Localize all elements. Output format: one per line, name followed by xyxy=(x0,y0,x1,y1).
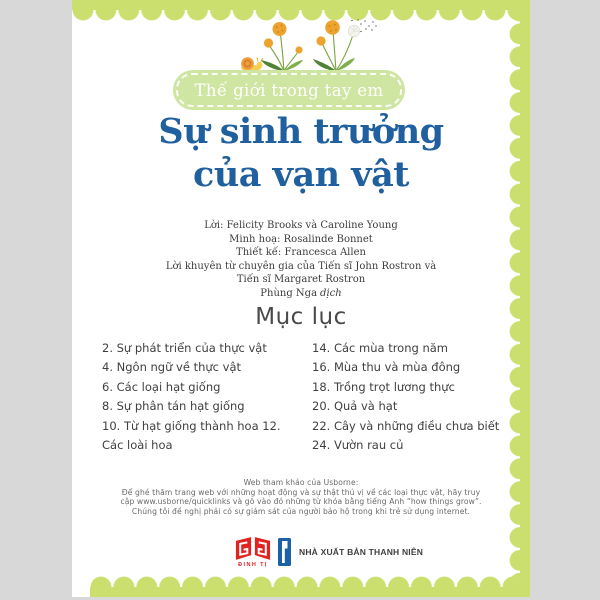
footnote-line: Chúng tôi đề nghị phải có sự giám sát của người bảo hộ trong khi trẻ sử dụng internet. xyxy=(131,506,471,516)
dandelion-seedhead-plant-icon xyxy=(313,19,377,71)
toc-right-column xyxy=(312,339,522,455)
toc-entry: 22. Cây và những điều chưa biết xyxy=(312,418,500,433)
credit-line-expert-2: Tiến sĩ Margaret Rostron xyxy=(236,274,366,285)
toc-entry: 8. Sự phân tán hạt giống xyxy=(102,399,245,414)
toc-entry: Các loài hoa xyxy=(102,438,173,453)
dinh-ti-open-book-icon xyxy=(235,536,271,561)
credit-line-illustrator: Minh hoạ: Rosalinde Bonnet xyxy=(229,233,373,245)
snail-icon xyxy=(241,57,263,71)
book-title-line-2: của vạn vật xyxy=(193,154,409,195)
series-badge xyxy=(173,70,405,110)
book-contents-page xyxy=(72,0,530,597)
toc-left-column xyxy=(102,339,312,455)
publisher-name: NHÀ XUẤT BẢN THANH NIÊN xyxy=(299,547,424,557)
toc-entry: 4. Ngôn ngữ về thực vật xyxy=(102,360,242,375)
toc-entry: 16. Mùa thu và mùa đông xyxy=(312,360,461,375)
toc-heading: Mục lục xyxy=(255,304,347,330)
toc-entry: 14. Các mùa trong năm xyxy=(312,341,448,355)
footnote-line: Để ghé thăm trang web với những hoạt động và sự thật thú vị về các loại thực vật, hãy truy xyxy=(121,487,481,497)
toc-entry: 2. Sự phát triển của thực vật xyxy=(102,341,267,355)
toc-entry: 20. Quả và hạt xyxy=(312,399,398,414)
dandelion-plant-icon xyxy=(261,22,303,71)
dinh-ti-label: ĐINH TỊ xyxy=(238,562,268,568)
dinh-ti-logo xyxy=(234,536,272,568)
dandelion-snail-illustration xyxy=(234,18,379,72)
book-title xyxy=(72,110,530,196)
footnote-line: Web tham khảo của Usborne: xyxy=(243,478,359,487)
series-badge-dashed-border xyxy=(176,73,402,107)
publisher-bar xyxy=(234,531,423,573)
footnote-line: cập www.usborne/quicklinks và gõ vào đó những từ khóa bằng tiếng Anh “how things grow”. xyxy=(120,497,482,507)
credits-block xyxy=(72,219,530,300)
website-footnote xyxy=(72,478,530,516)
thanh-nien-logo-icon xyxy=(278,538,291,566)
toc-entry: 18. Trồng trọt lương thực xyxy=(312,379,455,394)
translator-name: Phùng Nga xyxy=(260,287,318,299)
toc-entry: 24. Vườn rau củ xyxy=(312,438,404,453)
credit-line-expert-1: Lời khuyên từ chuyên gia của Tiến sĩ John Rostron và xyxy=(165,260,437,272)
translator-role: dịch xyxy=(320,287,342,299)
series-badge-label: Thế giới trong tay em xyxy=(194,80,384,100)
credit-line-designer: Thiết kế: Francesca Allen xyxy=(236,247,366,258)
toc-entry: 6. Các loại hạt giống xyxy=(102,379,221,394)
toc-entry: 10. Từ hạt giống thành hoa 12. xyxy=(102,418,281,433)
credit-line-translator xyxy=(72,287,530,301)
scalloped-border-bottom xyxy=(90,576,530,597)
credit-line-author: Lời: Felicity Brooks và Caroline Young xyxy=(204,220,398,231)
book-title-line-1: Sự sinh trưởng xyxy=(158,111,444,152)
